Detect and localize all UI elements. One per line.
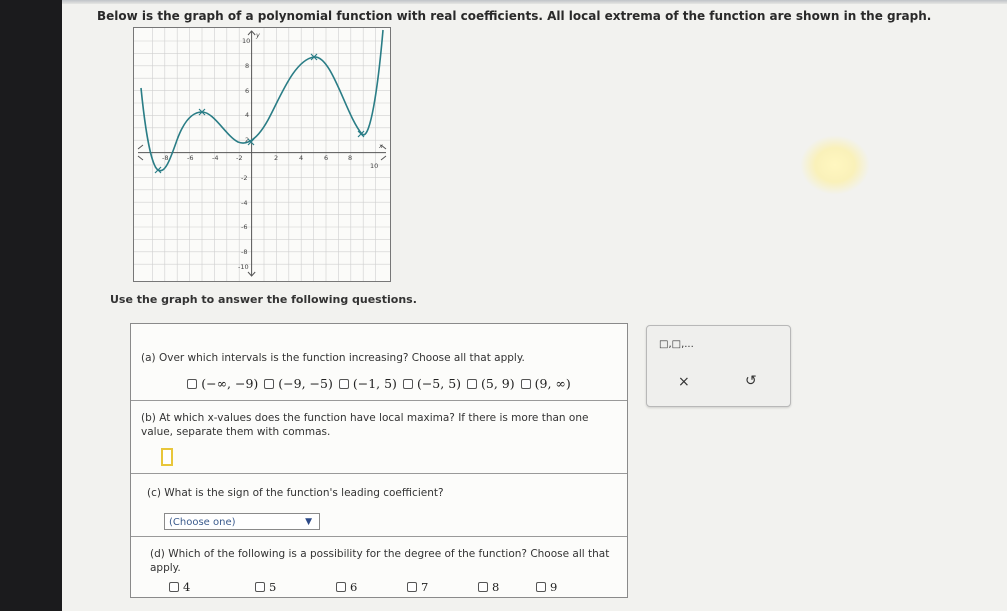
polynomial-graph xyxy=(133,27,391,282)
interval-option[interactable]: (−∞, −9) xyxy=(187,376,258,391)
interval-option[interactable]: (−1, 5) xyxy=(339,376,397,391)
graph-svg xyxy=(134,28,390,281)
checkbox-icon[interactable] xyxy=(403,379,413,389)
checkbox-icon[interactable] xyxy=(187,379,197,389)
checkbox-icon[interactable] xyxy=(339,379,349,389)
degree-option[interactable]: 7 xyxy=(407,580,428,594)
part-a-question: (a) Over which intervals is the function increasing? Choose all that apply. xyxy=(141,352,525,364)
local-maxima-input[interactable] xyxy=(161,448,173,466)
x-axis-letter: x xyxy=(379,142,383,150)
y-tick-label: 8 xyxy=(245,62,250,70)
y-axis-letter: y xyxy=(256,31,260,39)
part-a-section xyxy=(131,324,627,400)
checkbox-icon[interactable] xyxy=(521,379,531,389)
screen-glare xyxy=(800,135,870,195)
y-tick-label: -10 xyxy=(238,263,249,271)
instruction-text: Use the graph to answer the following questions. xyxy=(110,293,417,306)
part-b-section xyxy=(131,400,627,473)
select-value: (Choose one) xyxy=(169,517,236,528)
multiple-values-tool-icon[interactable]: □,□,... xyxy=(659,339,694,350)
x-tick-label: -8 xyxy=(162,154,169,162)
y-tick-label: 4 xyxy=(245,111,250,119)
x-tick-label: -4 xyxy=(212,154,219,162)
checkbox-icon[interactable] xyxy=(169,582,179,592)
degree-option[interactable]: 8 xyxy=(478,580,499,594)
interval-option[interactable]: (−9, −5) xyxy=(264,376,333,391)
problem-statement: Below is the graph of a polynomial function with real coefficients. All local extrema of the function are shown in the graph. xyxy=(97,9,932,23)
checkbox-icon[interactable] xyxy=(255,582,265,592)
part-c-question: (c) What is the sign of the function's leading coefficient? xyxy=(147,487,444,499)
interval-option[interactable]: (5, 9) xyxy=(467,376,515,391)
part-b-question: (b) At which x-values does the function have local maxima? If there is more than one value, separate them with commas. xyxy=(141,412,589,438)
y-tick-label: -4 xyxy=(241,199,248,207)
clear-icon[interactable]: × xyxy=(678,374,690,390)
y-tick-label: 10 xyxy=(242,37,251,45)
checkbox-icon[interactable] xyxy=(467,379,477,389)
y-tick-label: -2 xyxy=(241,174,248,182)
checkbox-icon[interactable] xyxy=(264,379,274,389)
checkbox-icon[interactable] xyxy=(336,582,346,592)
y-tick-label: 2 xyxy=(245,136,250,144)
part-d-question: (d) Which of the following is a possibility for the degree of the function? Choose all that apply. xyxy=(150,548,610,574)
leading-coefficient-select[interactable] xyxy=(164,513,320,530)
part-a-options xyxy=(131,376,627,391)
x-tick-label: -6 xyxy=(187,154,194,162)
degree-option[interactable]: 4 xyxy=(169,580,190,594)
y-tick-label: -6 xyxy=(241,223,248,231)
window-top-edge xyxy=(62,0,1007,4)
checkbox-icon[interactable] xyxy=(478,582,488,592)
part-c-section xyxy=(131,473,627,536)
monitor-bezel xyxy=(0,0,62,611)
degree-option[interactable]: 5 xyxy=(255,580,276,594)
part-d-section xyxy=(131,536,627,598)
checkbox-icon[interactable] xyxy=(407,582,417,592)
interval-option[interactable]: (−5, 5) xyxy=(403,376,461,391)
x-tick-label: 4 xyxy=(299,154,304,162)
y-tick-label: -8 xyxy=(241,248,248,256)
undo-icon[interactable]: ↺ xyxy=(745,373,757,389)
answer-tools-panel xyxy=(646,325,791,407)
degree-option[interactable]: 9 xyxy=(536,580,557,594)
x-tick-label: 10 xyxy=(370,162,379,170)
interval-option[interactable]: (9, ∞) xyxy=(521,376,571,391)
x-tick-label: -2 xyxy=(236,154,243,162)
question-box xyxy=(130,323,628,598)
x-tick-label: 8 xyxy=(348,154,353,162)
y-tick-label: 6 xyxy=(245,87,250,95)
chevron-down-icon: ▼ xyxy=(305,517,312,527)
x-tick-label: 6 xyxy=(324,154,329,162)
degree-option[interactable]: 6 xyxy=(336,580,357,594)
checkbox-icon[interactable] xyxy=(536,582,546,592)
x-tick-label: 2 xyxy=(274,154,279,162)
